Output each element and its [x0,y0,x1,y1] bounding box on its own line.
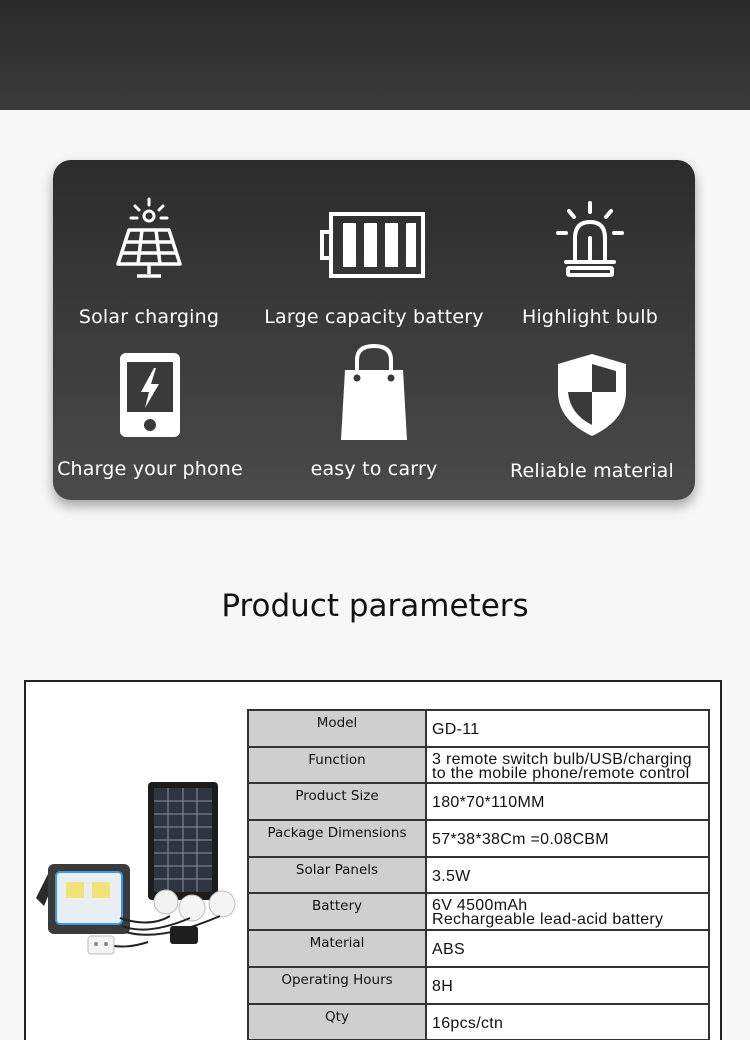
feature-charge-phone [57,350,243,480]
spec-key: Package Dimensions [248,820,426,857]
feature-label: Charge your phone [57,458,243,480]
table-row [248,893,709,930]
bulb-icon [550,200,630,280]
spec-value: GD-11 [426,710,709,747]
phone-charge-icon [117,350,183,440]
table-row [248,747,709,784]
feature-label: easy to carry [310,458,438,480]
spec-value [426,747,709,784]
table-row [248,1004,709,1040]
spec-key: Model [248,710,426,747]
feature-highlight-bulb [521,200,659,340]
table-row [248,783,709,820]
shopping-bag-icon [337,344,411,442]
spec-value: 3.5W [426,857,709,894]
spec-value: ABS [426,930,709,967]
spec-key: Battery [248,893,426,930]
spec-value-line: 6V 4500mAh [432,897,528,915]
feature-reliable-material [509,352,675,482]
product-parameters-panel [24,680,722,1040]
table-row [248,967,709,1004]
table-row [248,930,709,967]
spec-value-line: Rechargeable lead-acid battery [432,911,664,929]
table-row [248,857,709,894]
spec-value-line: 3 remote switch bulb/USB/charging [432,750,692,768]
feature-easy-carry [310,344,438,480]
shield-icon [556,352,628,438]
feature-label: Highlight bulb [521,306,659,328]
spec-key: Material [248,930,426,967]
top-banner [0,0,750,110]
feature-card [53,160,695,500]
spec-key: Operating Hours [248,967,426,1004]
feature-label: Large capacity battery [264,306,484,328]
feature-label: Reliable material [509,460,675,482]
feature-label: Solar charging [78,306,220,328]
battery-icon [319,210,429,282]
spec-key: Product Size [248,783,426,820]
spec-value: 180*70*110MM [426,783,709,820]
product-photo [30,778,244,968]
spec-value: 16pcs/ctn [426,1004,709,1040]
spec-key: Qty [248,1004,426,1040]
section-title: Product parameters [221,588,529,624]
spec-table [247,709,710,1040]
spec-value: 8H [426,967,709,1004]
spec-value: 57*38*38Cm =0.08CBM [426,820,709,857]
feature-battery [264,210,484,340]
solar-panel-icon [109,196,189,282]
table-row [248,820,709,857]
spec-value-line: to the mobile phone/remote control [432,764,690,782]
spec-value [426,893,709,930]
feature-solar-charging [78,196,220,336]
spec-key: Function [248,747,426,784]
table-row [248,710,709,747]
spec-key: Solar Panels [248,857,426,894]
